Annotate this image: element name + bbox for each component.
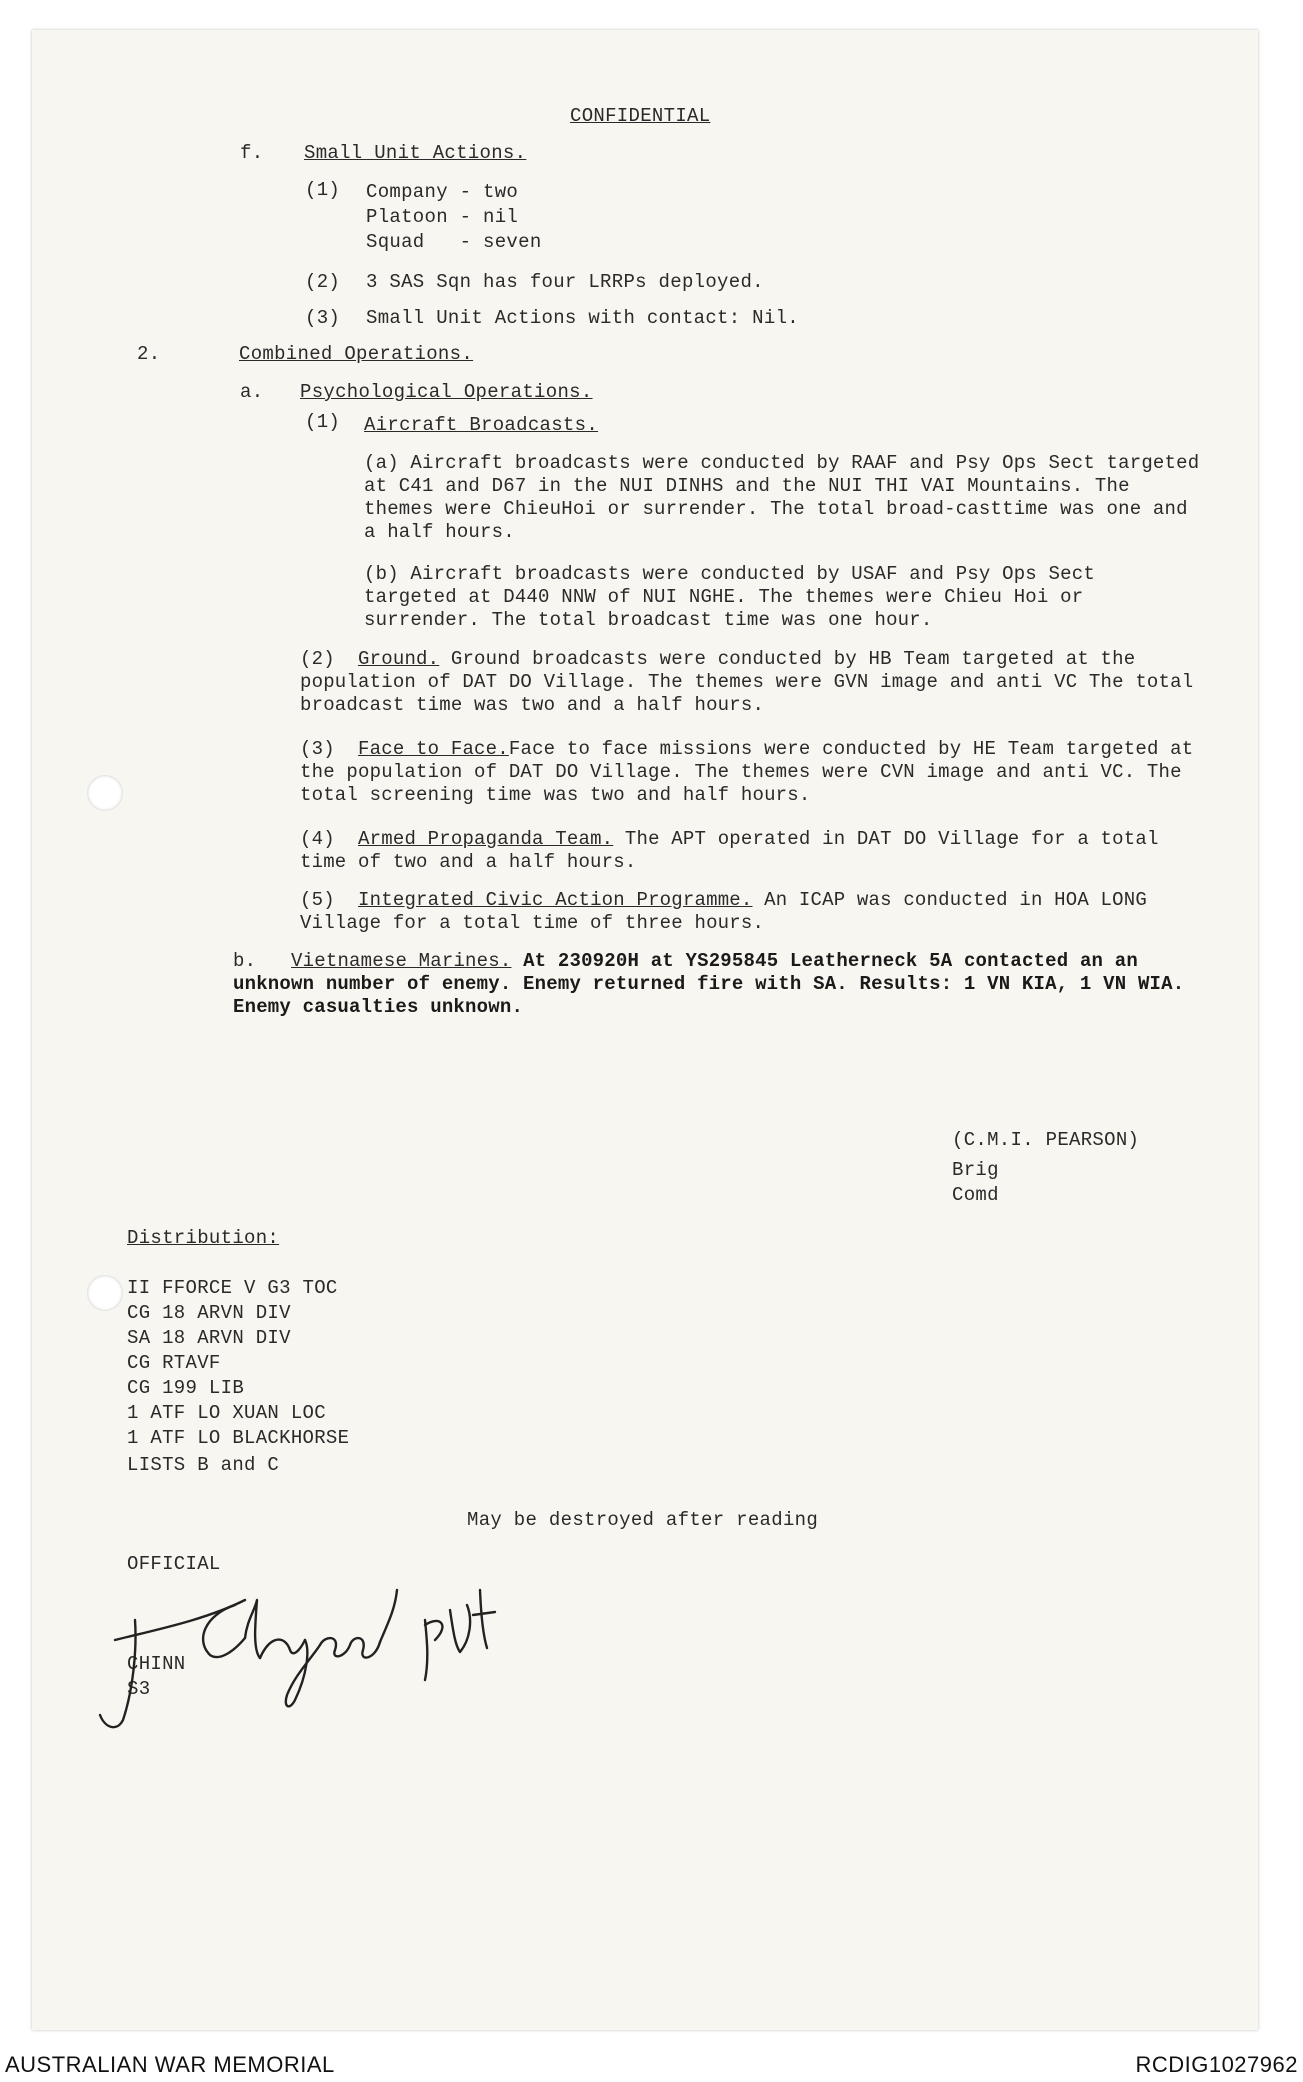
classification-header: CONFIDENTIAL xyxy=(570,105,711,127)
face-to-face-title: Face to Face. xyxy=(358,738,509,760)
section-a-marker: a. xyxy=(240,381,264,403)
vn-marines-title: Vietnamese Marines. xyxy=(291,950,512,972)
distribution-item: 1 ATF LO XUAN LOC xyxy=(127,1402,326,1424)
distribution-item: SA 18 ARVN DIV xyxy=(127,1327,291,1349)
section-f-marker: f. xyxy=(240,142,264,164)
icap-paragraph xyxy=(300,889,1180,935)
section-f-title: Small Unit Actions. xyxy=(304,142,527,164)
distribution-item: 1 ATF LO BLACKHORSE xyxy=(127,1427,350,1449)
distribution-item: CG 199 LIB xyxy=(127,1377,245,1399)
commander-appointment: Comd xyxy=(952,1184,999,1206)
distribution-item: CG RTAVF xyxy=(127,1352,221,1374)
commander-name: (C.M.I. PEARSON) xyxy=(952,1129,1140,1151)
item-number: (3) xyxy=(300,738,335,760)
company-line: Company - two xyxy=(366,181,519,203)
distribution-item: II FFORCE V G3 TOC xyxy=(127,1277,338,1299)
destroy-note: May be destroyed after reading xyxy=(467,1509,819,1531)
ground-title: Ground. xyxy=(358,648,440,670)
apt-paragraph xyxy=(300,828,1180,874)
item-number: (1) xyxy=(305,411,341,433)
face-to-face-text: Face to face missions were conducted by HE Team targeted at the population of DAT DO Village. The themes were CVN image and anti VC. The total screening time was two and half hours. xyxy=(300,738,1194,806)
distribution-item: CG 18 ARVN DIV xyxy=(127,1302,291,1324)
archive-footer-left: AUSTRALIAN WAR MEMORIAL xyxy=(5,2052,335,2077)
icap-text: An ICAP was conducted in HOA LONG Village for a total time of three hours. xyxy=(300,889,1147,934)
official-name: CHINN xyxy=(127,1653,186,1675)
item-number: (4) xyxy=(300,828,335,850)
item-number: (1) xyxy=(305,179,341,201)
commander-rank: Brig xyxy=(952,1159,999,1181)
official-label: OFFICIAL xyxy=(127,1553,221,1575)
ground-text: Ground broadcasts were conducted by HB Team targeted at the population of DAT DO Village. The themes were GVN image and anti VC The total broadcast time was two and a half hours. xyxy=(300,648,1194,716)
section-2-marker: 2. xyxy=(137,343,161,365)
vn-marines-text: At 230920H at YS295845 Leatherneck 5A contacted an an unknown number of enemy. Enemy returned fire with SA. Results: 1 VN KIA, 1 VN WIA. Enemy casualties unknown. xyxy=(233,950,1185,1018)
ground-paragraph xyxy=(300,648,1205,717)
section-2-title: Combined Operations. xyxy=(239,343,474,365)
item-number: (3) xyxy=(305,307,341,329)
section-b-marker: b. xyxy=(233,950,257,972)
face-to-face-paragraph xyxy=(300,738,1205,807)
lrrp-line: 3 SAS Sqn has four LRRPs deployed. xyxy=(366,271,764,293)
item-number: (2) xyxy=(300,648,335,670)
aircraft-broadcast-a: (a) Aircraft broadcasts were conducted by RAAF and Psy Ops Sect targeted at C41 and D67 in the NUI DINHS and the NUI THI VAI Mountains. The themes were ChieuHoi or surrender. The total broad-casttime was one and a half hours. xyxy=(364,452,1200,543)
apt-title: Armed Propaganda Team. xyxy=(358,828,614,850)
official-appointment: S3 xyxy=(127,1678,151,1700)
contact-line: Small Unit Actions with contact: Nil. xyxy=(366,307,799,329)
distribution-item: LISTS B and C xyxy=(127,1454,280,1476)
punch-hole xyxy=(87,775,123,811)
item-number: (5) xyxy=(300,889,335,911)
aircraft-broadcasts-title: Aircraft Broadcasts. xyxy=(364,414,599,436)
distribution-title: Distribution: xyxy=(127,1227,280,1249)
item-number: (2) xyxy=(305,271,341,293)
handwritten-signature xyxy=(95,1580,535,1740)
vn-marines-paragraph xyxy=(233,950,1198,1019)
psyops-title: Psychological Operations. xyxy=(300,381,593,403)
icap-title: Integrated Civic Action Programme. xyxy=(358,889,753,911)
apt-text: The APT operated in DAT DO Village for a total time of two and a half hours. xyxy=(300,828,1159,873)
platoon-line: Platoon - nil xyxy=(366,206,519,228)
punch-hole xyxy=(87,1275,123,1311)
aircraft-broadcast-b: (b) Aircraft broadcasts were conducted by USAF and Psy Ops Sect targeted at D440 NNW of NUI NGHE. The themes were Chieu Hoi or surrender. The total broadcast time was one hour. xyxy=(364,563,1095,631)
squad-line: Squad - seven xyxy=(366,231,542,253)
archive-footer-right: RCDIG1027962 xyxy=(1135,2052,1298,2077)
